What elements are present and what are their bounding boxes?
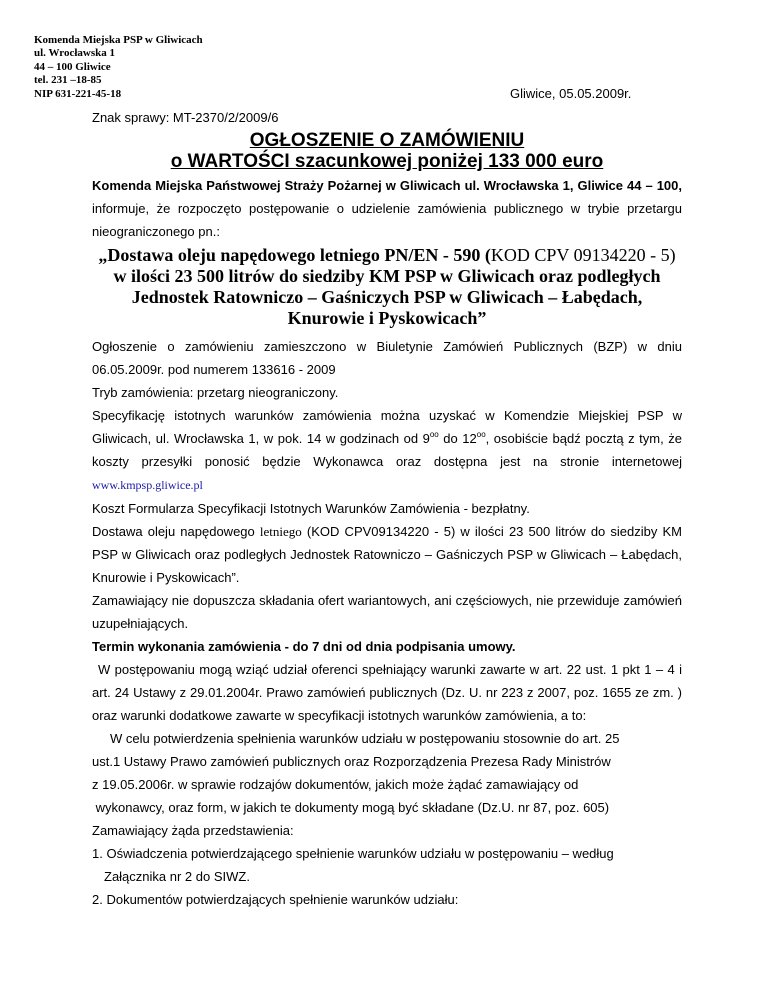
sender-phone: tel. 231 –18-85 (34, 74, 102, 87)
mode-paragraph: Tryb zamówienia: przetarg nieograniczony. (92, 385, 339, 400)
delivery-text-b: (KOD CPV09134220 - 5) w ilości 23 500 litrów do siedziby KM PSP w Gliwicach oraz podległych Jednostek Ratowniczo – Gaśniczych PSP w Gliwicach – Łabędach, Knurowie i Pyskowicach”. (92, 524, 683, 585)
contract-subject (92, 245, 682, 329)
confirm-line-4: wykonawcy, oraz form, w jakich te dokumenty mogą być składane (Dz.U. nr 87, poz. 605) (92, 800, 610, 815)
list-item-1 (92, 842, 682, 888)
spec-sup-1: oo (429, 430, 439, 439)
spec-text-a: Specyfikację istotnych warunków zamówienia można uzyskać w Komendzie Miejskiej PSP w Gliwicach, ul. Wrocławska 1, w pok. 14 w godzinach od 9 (92, 408, 682, 446)
subject-part2: w ilości 23 500 litrów do siedziby KM PSP w Gliwicach oraz podległych Jednostek Ratowniczo – Gaśniczych PSP w Gliwicach – Łabędach, Knurowie i Pyskowicach” (113, 266, 661, 328)
conditions-paragraph: W postępowaniu mogą wziąć udział oferenci spełniający warunki zawarte w art. 22 ust. 1 pkt 1 – 4 i art. 24 Ustawy z 29.01.2004r. Prawo zamówień publicznych (Dz. U. nr 223 z 2007, poz. 1655 ze zm. ) oraz warunki dodatkowe zawarte w specyfikacji istotnych warunków zamówienia, a to: (92, 662, 682, 723)
place-and-date: Gliwice, 05.05.2009r. (510, 86, 632, 101)
intro-issuer: Komenda Miejska Państwowej Straży Pożarnej w Gliwicach ul. Wrocławska 1, Gliwice 44 – 100, (92, 178, 682, 193)
cost-paragraph: Koszt Formularza Specyfikacji Istotnych Warunków Zamówienia - bezpłatny. (92, 501, 530, 516)
delivery-word: letniego (259, 524, 302, 539)
confirm-line-1: W celu potwierdzenia spełnienia warunków udziału w postępowaniu stosownie do art. 25 (110, 731, 620, 746)
list-item-2: 2. Dokumentów potwierdzających spełnienie warunków udziału: (92, 892, 459, 907)
spec-sup-2: oo (476, 430, 486, 439)
notice-subtitle: o WARTOŚCI szacunkowej poniżej 133 000 euro (170, 151, 604, 172)
subject-cpv: KOD CPV 09134220 - 5) (490, 245, 676, 265)
bzp-paragraph: Ogłoszenie o zamówieniu zamieszczono w Biuletynie Zamówień Publicznych (BZP) w dniu 06.05.2009r. pod numerem 133616 - 2009 (92, 339, 682, 377)
spec-text-c: , osobiście bądź pocztą z tym, że koszty przesyłki ponosić będzie Wykonawca oraz dostępna jest na stronie internetowej (92, 431, 682, 469)
intro-text: informuje, że rozpoczęto postępowanie o udzielenie zamówienia publicznego w trybie przetargu nieograniczonego pn.: (92, 201, 682, 239)
sender-city: 44 – 100 Gliwice (34, 60, 111, 73)
list-item-1-line-1: 1. Oświadczenia potwierdzającego spełnienie warunków udziału w postępowaniu – według (92, 846, 614, 861)
document-body (92, 110, 682, 911)
sender-nip: NIP 631-221-45-18 (34, 87, 122, 100)
variants-paragraph: Zamawiający nie dopuszcza składania ofert wariantowych, ani częściowych, nie przewiduje zamówień uzupełniających. (92, 593, 682, 631)
sender-street: ul. Wrocławska 1 (34, 47, 115, 60)
deadline-paragraph (92, 635, 682, 658)
intro-paragraph (92, 174, 682, 243)
subject-part1: „Dostawa oleju napędowego letniego PN/EN - 590 ( (98, 245, 491, 265)
confirm-line-3: z 19.05.2006r. w sprawie rodzajów dokumentów, jakich może żądać zamawiający od (92, 777, 579, 792)
list-item-1-line-2: Załącznika nr 2 do SIWZ. (104, 869, 250, 884)
sender-block (34, 34, 203, 101)
requires-paragraph: Zamawiający żąda przedstawienia: (92, 823, 294, 838)
website-link[interactable]: www.kmpsp.gliwice.pl (92, 478, 203, 492)
delivery-paragraph (92, 520, 682, 589)
confirm-line-2: ust.1 Ustawy Prawo zamówień publicznych oraz Rozporządzenia Prezesa Rady Ministrów (92, 754, 611, 769)
confirm-paragraph (92, 727, 682, 819)
spec-text-b: do 12 (438, 431, 477, 446)
deadline-text: Termin wykonania zamówienia - do 7 dni od dnia podpisania umowy. (92, 639, 516, 654)
delivery-text-a: Dostawa oleju napędowego (92, 524, 260, 539)
notice-title: OGŁOSZENIE O ZAMÓWIENIU (249, 130, 525, 151)
spec-paragraph (92, 404, 682, 497)
case-reference: Znak sprawy: MT-2370/2/2009/6 (92, 110, 279, 125)
sender-name: Komenda Miejska PSP w Gliwicach (34, 34, 203, 46)
